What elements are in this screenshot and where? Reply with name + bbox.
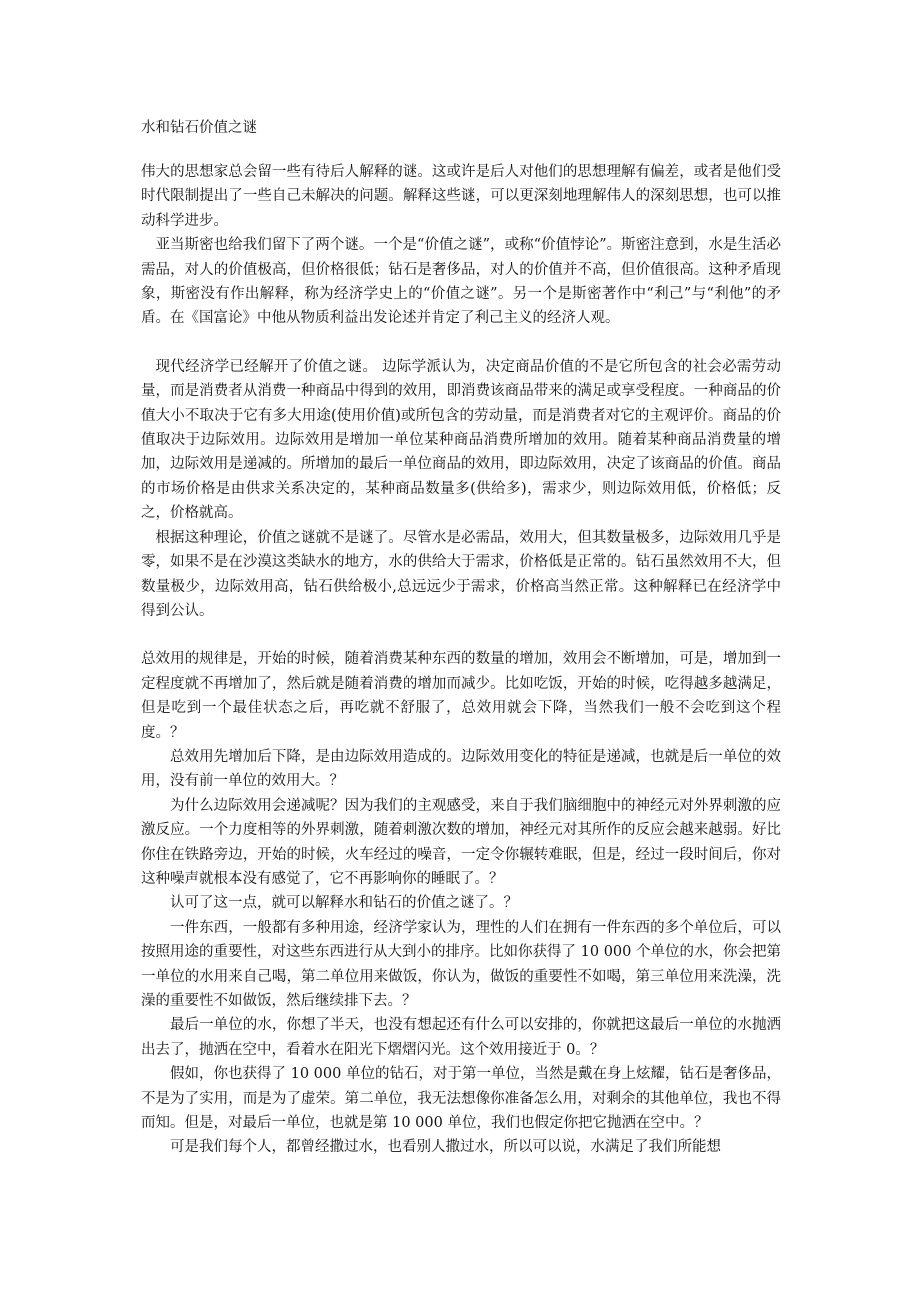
paragraph-puzzle-solved: 根据这种理论，价值之谜就不是谜了。尽管水是必需品，效用大，但其数量极多，边际效用几乎是零，如果不是在沙漠这类缺水的地方，水的供给大于需求，价格低是正常的。钻石虽然效用不大，但数量极少，边际效用高，钻石供给极小,总远远少于需求，价格高当然正常。这种解释已在经济学中得到公认。	[141, 529, 781, 619]
paragraph-spacer	[141, 331, 781, 355]
paragraph-spacer	[141, 623, 781, 647]
document-page	[141, 116, 781, 1160]
paragraph-diamond-units: 假如，你也获得了 10 000 单位的钻石，对于第一单位，当然是戴在身上炫耀，钻石是奢侈品，不是为了实用，而是为了虚荣。第二单位，我无法想像你准备怎么用，对剩余的其他单位，我也不得而知。但是，对最后一单位，也就是第 10 000 单位，我们也假定你把它抛洒在空中。？	[141, 1066, 781, 1132]
paragraph-why-diminishing: 为什么边际效用会递减呢？因为我们的主观感受，来自于我们脑细胞中的神经元对外界刺激的应激反应。一个力度相等的外界刺激，随着刺激次数的增加，神经元对其所作的反应会越来越弱。好比你住在铁路旁边，开始的时候，火车经过的噪音，一定令你辗转难眠，但是，经过一段时间后，你对这种噪声就根本没有感觉了，它不再影响你的睡眠了。？	[141, 797, 781, 887]
paragraph-water-units: 一件东西，一般都有多种用途，经济学家认为，理性的人们在拥有一件东西的多个单位后，可以按照用途的重要性，对这些东西进行从大到小的排序。比如你获得了 10 000 个单位的水，你会把第一单位的水用来自己喝，第二单位用来做饭，你认为，做饭的重要性不如喝，第三单位用来洗澡，洗澡的重要性不如做饭，然后继续排下去。？	[141, 919, 781, 1009]
paragraph-marginal-theory: 现代经济学已经解开了价值之谜。 边际学派认为，决定商品价值的不是它所包含的社会必需劳动量，而是消费者从消费一种商品中得到的效用，即消费该商品带来的满足或享受程度。一种商品的价值大小不取决于它有多大用途(使用价值)或所包含的劳动量，而是消费者对它的主观评价。商品的价值取决于边际效用。边际效用是增加一单位某种商品消费所增加的效用。随着某种商品消费量的增加，边际效用是递减的。所增加的最后一单位商品的效用，即边际效用，决定了该商品的价值。商品的市场价格是由供求关系决定的，某种商品数量多(供给多)，需求少，则边际效用低，价格低；反之，价格就高。	[141, 358, 781, 522]
paragraph-accept: 认可了这一点，就可以解释水和钻石的价值之谜了。？	[170, 895, 518, 912]
paragraph-smith-puzzles: 亚当斯密也给我们留下了两个谜。一个是“价值之谜”，或称“价值悖论”。斯密注意到，水是生活必需品，对人的价值极高，但价格很低；钻石是奢侈品，对人的价值并不高，但价值很高。这种矛盾现象，斯密没有作出解释，称为经济学史上的“价值之谜”。另一个是斯密著作中“利己”与“利他”的矛盾。在《国富论》中他从物质利益出发论述并肯定了利己主义的经济人观。	[141, 237, 781, 327]
paragraph-total-utility: 总效用的规律是，开始的时候，随着消费某种东西的数量的增加，效用会不断增加，可是，增加到一定程度就不再增加了，然后就是随着消费的增加而减少。比如吃饭，开始的时候，吃得越多越满足，但是吃到一个最佳状态之后，再吃就不舒服了，总效用就会下降，当然我们一般不会吃到这个程度。？	[141, 651, 781, 741]
paragraph-intro: 伟大的思想家总会留一些有待后人解释的谜。这或许是后人对他们的思想理解有偏差，或者是他们受时代限制提出了一些自己未解决的问题。解释这些谜，可以更深刻地理解伟人的深刻思想，也可以推动科学进步。	[141, 164, 781, 229]
document-title: 水和钻石价值之谜	[141, 120, 257, 136]
paragraph-diminishing: 总效用先增加后下降，是由边际效用造成的。边际效用变化的特征是递减，也就是后一单位的效用，没有前一单位的效用大。？	[141, 748, 781, 790]
paragraph-last-water-unit: 最后一单位的水，你想了半天，也没有想起还有什么可以安排的，你就把这最后一单位的水抛洒出去了，抛洒在空中，看着水在阳光下熠熠闪光。这个效用接近于 0。？	[141, 1017, 781, 1058]
paragraph-conclusion: 可是我们每个人，都曾经撒过水，也看别人撒过水，所以可以说，水满足了我们所能想	[170, 1139, 721, 1156]
